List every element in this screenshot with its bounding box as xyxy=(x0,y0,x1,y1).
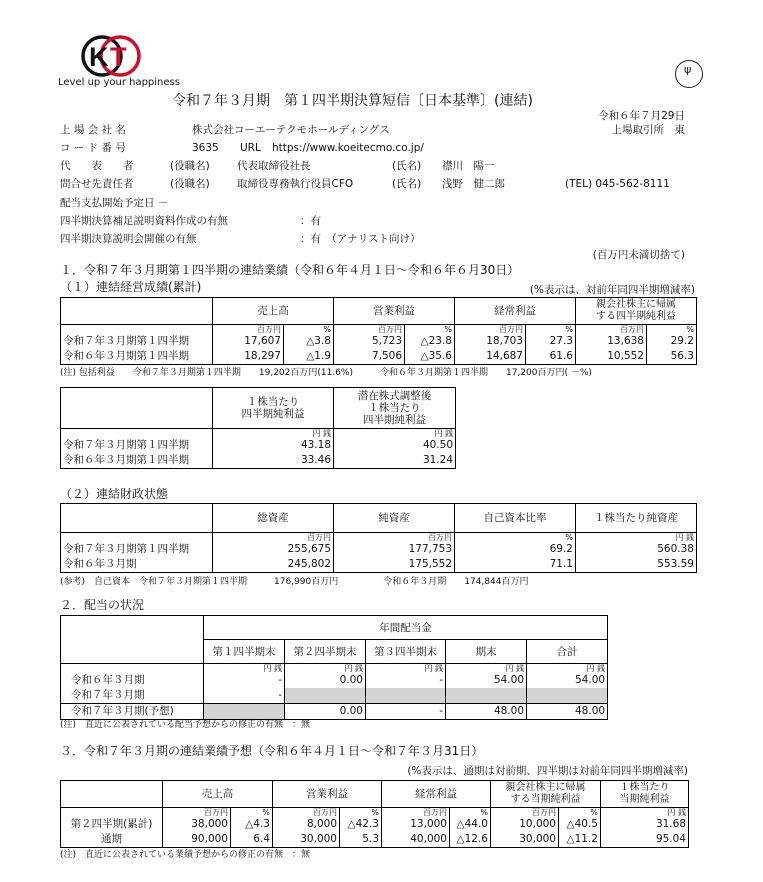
cell: 8,000 xyxy=(273,817,340,832)
unit: 円 銭 xyxy=(213,429,334,439)
rep-name: 襟川 陽一 xyxy=(442,160,495,172)
report-date: 令和６年７月29日 xyxy=(598,110,685,122)
unit: 百万円 xyxy=(213,325,284,335)
row-label: 令和７年３月期第１四半期 xyxy=(61,542,213,557)
table-row xyxy=(61,334,697,349)
rep-name-label: (氏名) xyxy=(392,160,422,172)
contact-label: 問合せ先責任者 xyxy=(60,178,134,190)
cell: 48.00 xyxy=(446,704,527,720)
stock-exchange: 上場取引所 東 xyxy=(611,124,685,136)
unit: 円 銭 xyxy=(204,664,285,674)
cell: 27.3 xyxy=(526,334,576,349)
cell: 29.2 xyxy=(647,334,697,349)
shaded-cell xyxy=(446,688,527,704)
unit: 円 銭 xyxy=(576,533,697,543)
pct-note: (%表示は、対前年同四半期増減率) xyxy=(529,284,695,296)
cell: 0.00 xyxy=(285,704,366,720)
company-url-link[interactable]: https://www.koeitecmo.co.jp/ xyxy=(272,142,424,154)
cell: - xyxy=(366,704,446,720)
unit: % xyxy=(284,325,334,335)
unit: % xyxy=(647,325,697,335)
code-label: コ ー ド 番 号 xyxy=(60,142,126,154)
header-total: 合計 xyxy=(527,640,608,664)
header-equity-ratio: 自己資本比率 xyxy=(455,504,576,533)
header-operating-income: 営業利益 xyxy=(273,781,382,808)
stock-code: 3635 xyxy=(192,142,219,154)
header-annual-dividend: 年間配当金 xyxy=(204,616,608,640)
cell: 5.3 xyxy=(340,832,382,848)
header-year-end: 期末 xyxy=(446,640,527,664)
unit: % xyxy=(340,808,382,818)
cell: △3.8 xyxy=(284,334,334,349)
dividend-revision-note: (注) 直近に公表されている配当予想からの修正の有無 ：無 xyxy=(60,720,311,730)
cell: - xyxy=(204,688,285,704)
table-row xyxy=(61,557,697,573)
rep-role: 代表取締役社長 xyxy=(237,160,311,172)
unit: 百万円 xyxy=(273,808,340,818)
unit: % xyxy=(405,325,455,335)
table-row xyxy=(61,453,456,469)
cell: 54.00 xyxy=(527,673,608,688)
row-label: 令和６年３月期第１四半期 xyxy=(61,349,213,365)
cell: 61.6 xyxy=(526,349,576,365)
unit: % xyxy=(526,325,576,335)
table-row xyxy=(61,817,689,832)
koei-tecmo-logo xyxy=(80,34,144,82)
table-row xyxy=(61,673,608,688)
financial-position-subtitle: （２）連結財政状態 xyxy=(60,487,169,501)
shaded-cell xyxy=(527,688,608,704)
briefing-label: 四半期決算説明会開催の有無 xyxy=(60,233,197,245)
equity-reference-note: (参考) 自己資本 令和７年３月期第１四半期 176,990百万円 令和６年３月期 174,844百万円 xyxy=(60,577,529,587)
row-label: 令和７年３月期 xyxy=(61,688,204,704)
cell: 10,000 xyxy=(491,817,559,832)
row-label: 令和７年３月期第１四半期 xyxy=(61,334,213,349)
operating-results-subtitle: （１）連結経営成績(累計) xyxy=(60,280,202,294)
unit: 円 銭 xyxy=(285,664,366,674)
row-label: 令和６年３月期 xyxy=(61,557,213,573)
cell: 71.1 xyxy=(455,557,576,573)
header-q1: 第１四半期末 xyxy=(204,640,285,664)
cell: 30,000 xyxy=(273,832,340,848)
company-name: 株式会社コーエーテクモホールディングス xyxy=(192,124,390,136)
briefing-value: ：有 （アナリスト向け） xyxy=(300,233,421,245)
unit: % xyxy=(231,808,273,818)
section-1-title: １．令和７年３月期第１四半期の連結業績（令和６年４月１日～令和６年６月30日） xyxy=(60,263,520,277)
unit: 百万円 xyxy=(163,808,231,818)
cell: 17,607 xyxy=(213,334,284,349)
cell: 69.2 xyxy=(455,542,576,557)
cell: △1.9 xyxy=(284,349,334,365)
operating-results-table xyxy=(60,297,697,365)
header-net-sales: 売上高 xyxy=(213,298,334,325)
cell: 18,703 xyxy=(455,334,526,349)
cell: 560.38 xyxy=(576,542,697,557)
cell: 7,506 xyxy=(334,349,405,365)
unit: 円 銭 xyxy=(601,808,689,818)
contact-role-label: (役職名) xyxy=(170,178,210,190)
cell: 177,753 xyxy=(334,542,455,557)
unit: 円 銭 xyxy=(334,429,456,439)
header-ordinary-income: 経常利益 xyxy=(455,298,576,325)
cell: 5,723 xyxy=(334,334,405,349)
unit: 百万円 xyxy=(334,533,455,543)
company-label: 上 場 会 社 名 xyxy=(60,124,126,136)
row-label: 令和６年３月期第１四半期 xyxy=(61,453,213,469)
cell: 245,802 xyxy=(213,557,334,573)
contact-name-label: (氏名) xyxy=(392,178,422,190)
cell: 175,552 xyxy=(334,557,455,573)
unit: 円 銭 xyxy=(527,664,608,674)
url-label: URL xyxy=(240,142,261,154)
cell: - xyxy=(204,673,285,688)
header-eps: １株当たり 当期純利益 xyxy=(601,781,689,808)
table-row xyxy=(61,688,608,704)
row-label: 第２四半期(累計) xyxy=(61,817,163,832)
dividend-payment-date: 配当支払開始予定日 － xyxy=(60,197,169,209)
table-row xyxy=(61,832,689,848)
shaded-cell xyxy=(204,704,285,720)
shaded-cell xyxy=(285,688,366,704)
contact-tel: (TEL) 045-562-8111 xyxy=(565,178,670,190)
svg-text:T: T xyxy=(110,42,127,72)
forecast-revision-note: (注) 直近に公表されている業績予想からの修正の有無 ：無 xyxy=(60,850,311,860)
supplement-value: ：有 xyxy=(300,215,321,227)
cell: 18,297 xyxy=(213,349,284,365)
unit: 円 銭 xyxy=(446,664,527,674)
cell: △4.3 xyxy=(231,817,273,832)
cell: - xyxy=(366,673,446,688)
row-label: 令和７年３月期第１四半期 xyxy=(61,438,213,453)
shaded-cell xyxy=(366,688,446,704)
table-row xyxy=(61,542,697,557)
cell: △12.6 xyxy=(450,832,491,848)
header-net-assets: 純資産 xyxy=(334,504,455,533)
table-row xyxy=(61,704,608,720)
cell: 255,675 xyxy=(213,542,334,557)
logo-tagline: Level up your happiness xyxy=(58,77,180,88)
unit: 百万円 xyxy=(213,533,334,543)
cell: △42.3 xyxy=(340,817,382,832)
header-net-sales: 売上高 xyxy=(163,781,273,808)
cell: 43.18 xyxy=(213,438,334,453)
unit: 百万円 xyxy=(334,325,405,335)
header-ordinary-income: 経常利益 xyxy=(382,781,491,808)
header-diluted-eps: 潜在株式調整後 １株当たり 四半期純利益 xyxy=(334,388,456,429)
cell: △35.6 xyxy=(405,349,455,365)
unit: % xyxy=(450,808,491,818)
header-net-income: 親会社株主に帰属 する四半期純利益 xyxy=(576,298,697,325)
cell: 13,000 xyxy=(382,817,450,832)
cell: △11.2 xyxy=(559,832,601,848)
cell: 33.46 xyxy=(213,453,334,469)
header-bps: １株当たり純資産 xyxy=(576,504,697,533)
eps-table xyxy=(60,387,456,469)
contact-role: 取締役専務執行役員CFO xyxy=(237,178,354,190)
section-2-title: ２．配当の状況 xyxy=(60,598,145,612)
unit: 百万円 xyxy=(491,808,559,818)
cell: 553.59 xyxy=(576,557,697,573)
cell: 54.00 xyxy=(446,673,527,688)
forecast-table xyxy=(60,780,689,848)
unit: 百万円 xyxy=(382,808,450,818)
representative-label: 代 表 者 xyxy=(60,160,134,172)
fasf-seal-icon: ψ xyxy=(675,60,703,88)
cell: 38,000 xyxy=(163,817,231,832)
cell: 13,638 xyxy=(576,334,647,349)
header-eps: １株当たり 四半期純利益 xyxy=(213,388,334,429)
table-row xyxy=(61,438,456,453)
row-label: 令和７年３月期(予想) xyxy=(61,704,204,720)
unit: 百万円 xyxy=(576,325,647,335)
cell: 95.04 xyxy=(601,832,689,848)
forecast-pct-note: (%表示は、通期は対前期、四半期は対前年同四半期増減率) xyxy=(407,765,688,777)
header-total-assets: 総資産 xyxy=(213,504,334,533)
unit: 百万円 xyxy=(455,325,526,335)
unit: % xyxy=(455,533,576,543)
cell: 31.68 xyxy=(601,817,689,832)
row-label: 令和６年３月期 xyxy=(61,673,204,688)
row-label: 通期 xyxy=(61,832,163,848)
cell: △23.8 xyxy=(405,334,455,349)
section-3-title: ３．令和７年３月期の連結業績予想（令和６年４月１日～令和７年３月31日） xyxy=(60,744,484,758)
cell: 40.50 xyxy=(334,438,456,453)
financial-position-table xyxy=(60,503,697,573)
rep-role-label: (役職名) xyxy=(170,160,210,172)
unit: 円 銭 xyxy=(366,664,446,674)
dividends-table xyxy=(60,615,608,720)
svg-text:K: K xyxy=(89,42,109,72)
cell: △44.0 xyxy=(450,817,491,832)
header-q2: 第２四半期末 xyxy=(285,640,366,664)
cell: 40,000 xyxy=(382,832,450,848)
cell: 30,000 xyxy=(491,832,559,848)
cell: 6.4 xyxy=(231,832,273,848)
header-q3: 第３四半期末 xyxy=(366,640,446,664)
unit: % xyxy=(559,808,601,818)
header-net-income: 親会社株主に帰属 する当期純利益 xyxy=(491,781,601,808)
cell: 14,687 xyxy=(455,349,526,365)
cell: 48.00 xyxy=(527,704,608,720)
document-title: 令和７年３月期 第１四半期決算短信〔日本基準〕(連結) xyxy=(172,93,533,109)
cell: △40.5 xyxy=(559,817,601,832)
table-row xyxy=(61,349,697,365)
cell: 90,000 xyxy=(163,832,231,848)
comprehensive-income-note: (注) 包括利益 令和７年３月期第１四半期 19,202百万円(11.6%) 令和６年３月期第１四半期 17,200百万円( －%) xyxy=(60,368,592,378)
cell: 0.00 xyxy=(285,673,366,688)
supplement-label: 四半期決算補足説明資料作成の有無 xyxy=(60,215,228,227)
cell: 10,552 xyxy=(576,349,647,365)
header-operating-income: 営業利益 xyxy=(334,298,455,325)
cell: 56.3 xyxy=(647,349,697,365)
unit-note: (百万円未満切捨て) xyxy=(592,249,685,261)
contact-name: 浅野 健二郎 xyxy=(442,178,505,190)
cell: 31.24 xyxy=(334,453,456,469)
